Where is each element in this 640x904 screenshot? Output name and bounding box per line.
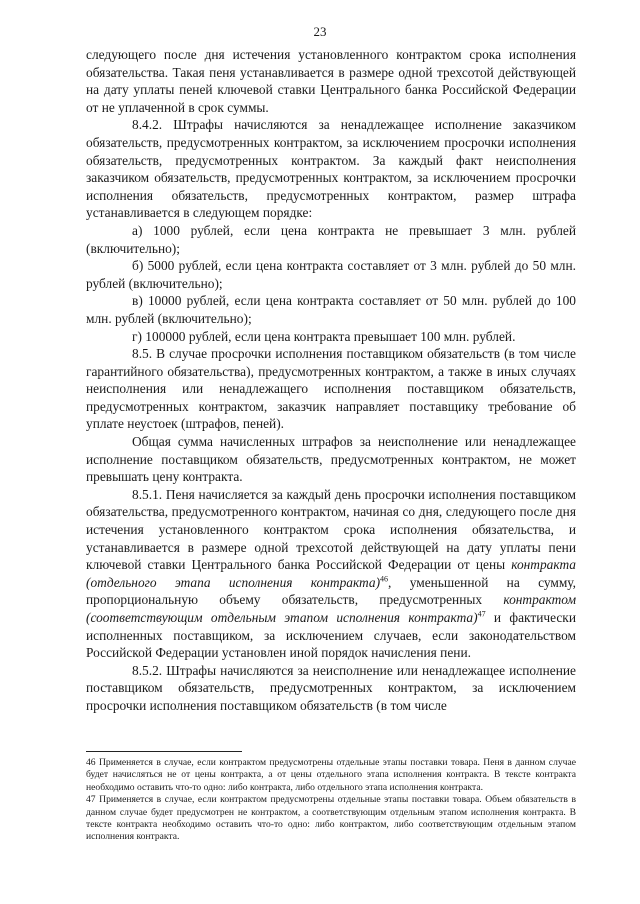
footnote-46: 46 Применяется в случае, если контрактом предусмотрены отдельные этапы поставки товара. Пеня в данном случае будет начисляться не от цены контракта, а от цены отдельного этапа исполнения контракта. В тексте контракта необходимо оставить что-то одно: либо контракта, либо отдельного этапа исполнения контракта. — [86, 757, 576, 793]
footnotes — [86, 757, 576, 844]
italic-contract-stage: контракта (отдельного этапа исполнения контракта) — [86, 557, 576, 590]
list-item-b: б) 5000 рублей, если цена контракта составляет от 3 млн. рублей до 50 млн. рублей (включительно); — [86, 258, 576, 291]
paragraph-8-5: 8.5. В случае просрочки исполнения поставщиком обязательств (в том числе гарантийного обязательства), предусмотренных контрактом, а также в иных случаях неисполнения или ненадлежащего исполнения поставщиком обязательств, предусмотренных контрактом, заказчик направляет поставщику требование об уплате неустоек (штрафов, пеней). — [86, 346, 576, 432]
paragraph-8-5-2: 8.5.2. Штрафы начисляются за неисполнение или ненадлежащее исполнение поставщиком обязательств, предусмотренных контрактом, за исключением просрочки исполнения поставщиком обязательств (в том числе — [86, 662, 576, 713]
paragraph-8-5-1-mid: , уменьшенной на сумму, пропорциональную объему обязательств, предусмотренных — [86, 574, 577, 608]
list-item-g: г) 100000 рублей, если цена контракта превышает 100 млн. рублей. — [132, 328, 516, 344]
italic-contract-obligations: контрактом (соответствующим отдельным этапом исполнения контракта) — [86, 592, 576, 625]
paragraph-8-5-1-start: 8.5.1. Пеня начисляется за каждый день просрочки исполнения поставщиком обязательства, предусмотренного контрактом, начиная со дня, следующего после дня истечения установленного контрактом срока исполнения обязательства, и устанавливается в размере одной трехсотой действующей на дату уплаты пени ключевой ставки Центрального банка Российской Федерации от цены — [86, 486, 576, 573]
page-number: 23 — [313, 24, 327, 39]
footnote-ref-47: 47 — [477, 609, 486, 619]
footnote-ref-46: 46 — [380, 574, 389, 584]
paragraph-total-fines: Общая сумма начисленных штрафов за неисполнение или ненадлежащее исполнение поставщиком обязательств, предусмотренных контрактом, не может превышать цену контракта. — [86, 434, 576, 485]
footnote-divider — [86, 751, 242, 752]
paragraph-8-5-1-end: и фактически исполненных поставщиком, за исключением случаев, если законодательством Российской Федерации установлен иной порядок начисления пени. — [86, 610, 576, 661]
body-text — [86, 46, 576, 715]
footnote-47: 47 Применяется в случае, если контрактом предусмотрены отдельные этапы поставки товара. Объем обязательств в данном случае будет предусмотрен не контрактом, а соответствующим отдельным этапом исполнения контракта. В тексте контракта необходимо оставить что-то одно: либо контрактом, либо соответствующим отдельным этапом исполнения контракта. — [86, 794, 576, 843]
list-item-a: а) 1000 рублей, если цена контракта не превышает 3 млн. рублей (включительно); — [86, 222, 576, 256]
paragraph-8-4-2: 8.4.2. Штрафы начисляются за ненадлежащее исполнение заказчиком обязательств, предусмотренных контрактом, за исключением просрочки исполнения обязательств, предусмотренных контрактом. За каждый факт неисполнения заказчиком обязательств, предусмотренных контрактом, за исключением просрочки исполнения обязательств, предусмотренных контрактом, размер штрафа устанавливается в следующем порядке: — [86, 117, 576, 221]
paragraph-8-5-1 — [86, 486, 576, 662]
list-item-v: в) 10000 рублей, если цена контракта составляет от 50 млн. рублей до 100 млн. рублей (включительно); — [86, 293, 576, 326]
paragraph-continuation: следующего после дня истечения установленного контрактом срока исполнения обязательства. Такая пеня устанавливается в размере одной трехсотой действующей на дату уплаты пеней ключевой ставки Центрального банка Российской Федерации от не уплаченной в срок суммы. — [86, 47, 576, 115]
